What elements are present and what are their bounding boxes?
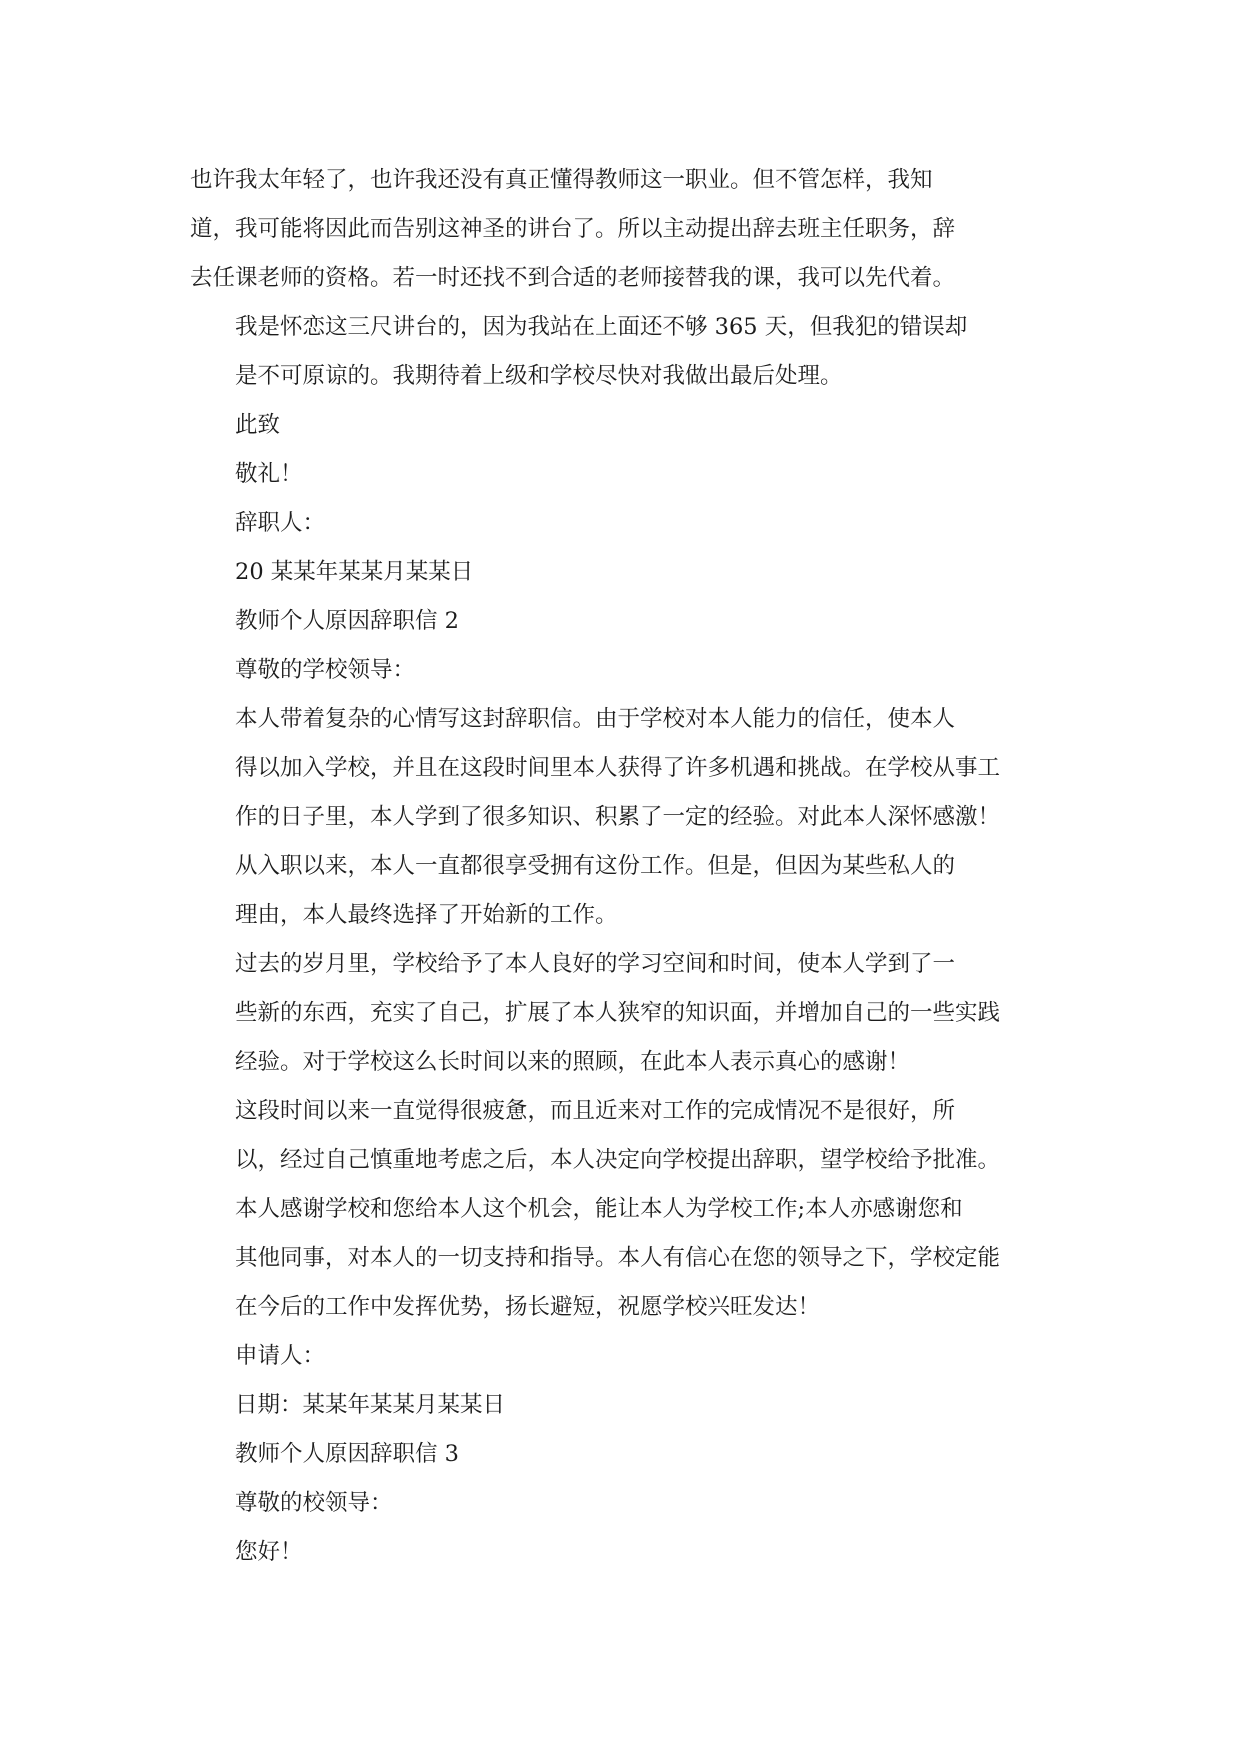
text-line: 过去的岁月里，学校给予了本人良好的学习空间和时间，使本人学到了一 <box>235 951 956 977</box>
document-body <box>190 156 1060 1577</box>
text-line: 这段时间以来一直觉得很疲惫，而且近来对工作的完成情况不是很好，所 <box>235 1098 956 1124</box>
text-line: 其他同事，对本人的一切支持和指导。本人有信心在您的领导之下，学校定能 <box>235 1245 1001 1271</box>
letter-title-3 <box>190 1430 1060 1479</box>
text-line: 我是怀恋这三尺讲台的，因为我站在上面还不够 365 天，但我犯的错误却 <box>235 314 968 340</box>
text-line: 些新的东西，充实了自己，扩展了本人狭窄的知识面，并增加自己的一些实践 <box>235 1000 1001 1026</box>
text-line: 本人带着复杂的心情写这封辞职信。由于学校对本人能力的信任，使本人 <box>235 706 956 732</box>
letter-greeting-2 <box>190 646 1060 695</box>
text-line: 尊敬的校领导： <box>235 1490 393 1516</box>
text-line: 是不可原谅的。我期待着上级和学校尽快对我做出最后处理。 <box>235 363 843 389</box>
text-line: 20 某某年某某月某某日 <box>235 559 474 585</box>
text-line: 去任课老师的资格。若一时还找不到合适的老师接替我的课，我可以先代着。 <box>190 265 956 291</box>
date-label <box>190 1381 1060 1430</box>
text-line: 从入职以来，本人一直都很享受拥有这份工作。但是，但因为某些私人的 <box>235 853 956 879</box>
text-line: 日期：某某年某某月某某日 <box>235 1392 506 1418</box>
text-line: 本人感谢学校和您给本人这个机会，能让本人为学校工作;本人亦感谢您和 <box>235 1196 963 1222</box>
text-line: 理由，本人最终选择了开始新的工作。 <box>235 902 618 928</box>
signature-label <box>190 499 1060 548</box>
paragraph-past-years <box>190 940 1060 1087</box>
text-line: 敬礼！ <box>235 461 303 487</box>
closing-regards <box>190 450 1060 499</box>
paragraph-personal-reasons <box>190 842 1060 940</box>
letter-hello <box>190 1528 1060 1577</box>
text-line: 教师个人原因辞职信 2 <box>235 608 459 634</box>
letter-greeting-3 <box>190 1479 1060 1528</box>
letter-title-2 <box>190 597 1060 646</box>
closing-salutation <box>190 401 1060 450</box>
paragraph-thanks <box>190 1185 1060 1332</box>
paragraph-podium-attachment <box>190 303 1060 401</box>
text-line: 以，经过自己慎重地考虑之后，本人决定向学校提出辞职，望学校给予批准。 <box>235 1147 1001 1173</box>
text-line: 您好！ <box>235 1539 303 1565</box>
text-line: 教师个人原因辞职信 3 <box>235 1441 459 1467</box>
paragraph-gratitude <box>190 695 1060 842</box>
text-line: 作的日子里，本人学到了很多知识、积累了一定的经验。对此本人深怀感激！ <box>235 804 1001 830</box>
text-line: 尊敬的学校领导： <box>235 657 416 683</box>
paragraph-resignation-reason <box>190 156 1060 303</box>
text-line: 经验。对于学校这么长时间以来的照顾，在此本人表示真心的感谢！ <box>235 1049 911 1075</box>
text-line: 也许我太年轻了，也许我还没有真正懂得教师这一职业。但不管怎样，我知 <box>190 167 933 193</box>
text-line: 道，我可能将因此而告别这神圣的讲台了。所以主动提出辞去班主任职务，辞 <box>190 216 956 242</box>
text-line: 此致 <box>235 412 281 438</box>
text-line: 申请人： <box>235 1343 326 1369</box>
date-line <box>190 548 1060 597</box>
text-line: 在今后的工作中发挥优势，扬长避短，祝愿学校兴旺发达！ <box>235 1294 821 1320</box>
paragraph-decision <box>190 1087 1060 1185</box>
applicant-label <box>190 1332 1060 1381</box>
text-line: 辞职人： <box>235 510 326 536</box>
text-line: 得以加入学校，并且在这段时间里本人获得了许多机遇和挑战。在学校从事工 <box>235 755 1001 781</box>
